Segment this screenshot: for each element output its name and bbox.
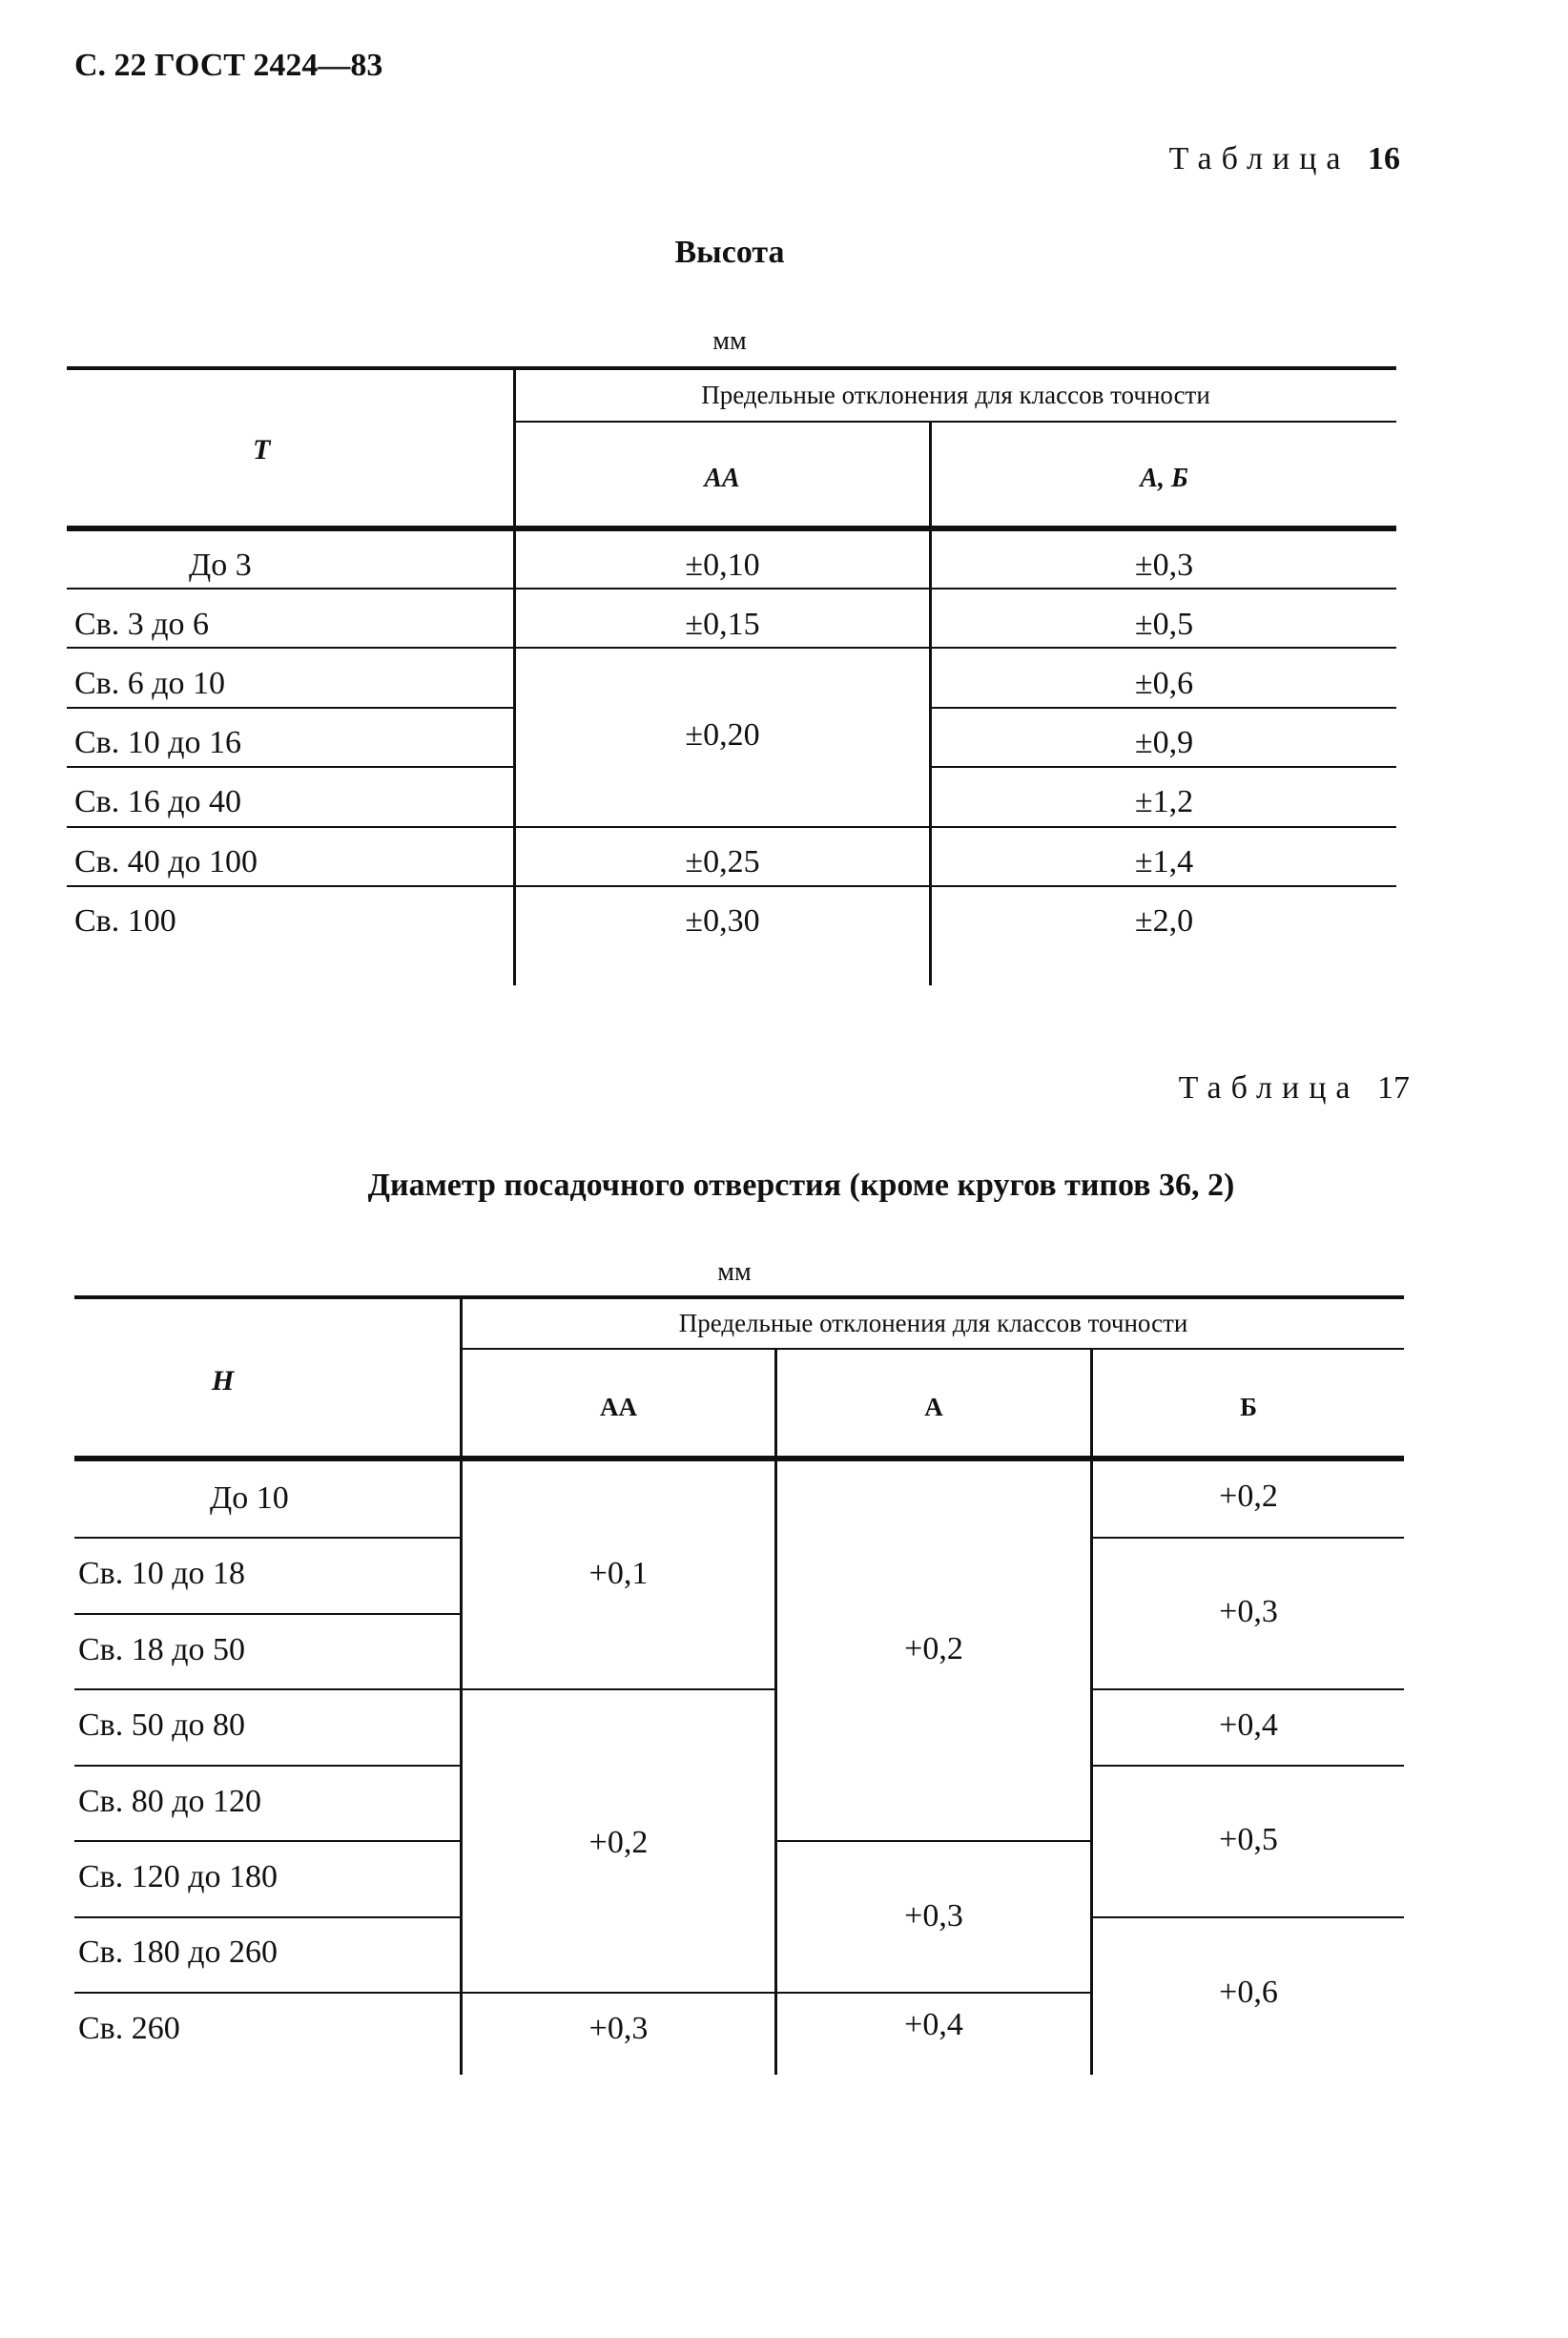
- table17-a-value: +0,3: [904, 1898, 963, 1934]
- table16-range: Св. 10 до 16: [74, 725, 242, 760]
- table17-range: Св. 120 до 180: [78, 1859, 279, 1894]
- table17-aa-value: +0,3: [588, 2011, 649, 2046]
- page-reference: С. 22 ГОСТ 2424—83: [74, 48, 383, 83]
- table16-label-word: Таблица: [1168, 141, 1351, 176]
- table17-range: Св. 50 до 80: [78, 1707, 246, 1743]
- table16-range: Св. 3 до 6: [74, 607, 210, 642]
- table17-b-value: +0,5: [1219, 1822, 1278, 1857]
- table17-aa-value: +0,2: [588, 1825, 649, 1860]
- table16-row-rule: [932, 707, 1396, 709]
- table16-row-rule: [67, 766, 513, 768]
- table17-range: Св. 260: [78, 2011, 180, 2046]
- table17-range: Св. 180 до 260: [78, 1935, 279, 1970]
- table17-b-rule: [1093, 1916, 1404, 1918]
- table17-header-rule: [74, 1456, 1404, 1461]
- table16-label-number: 16: [1368, 141, 1400, 176]
- table16-group-rule: [515, 421, 1396, 423]
- table16-ab-value: ±0,3: [1134, 548, 1194, 583]
- table16-ab-value: ±1,2: [1134, 784, 1194, 819]
- table16-group-header: Предельные отклонения для классов точности: [701, 381, 1210, 409]
- table17-range: До 10: [210, 1480, 289, 1516]
- table16-vline-2: [929, 421, 932, 985]
- table16-ab-value: ±0,6: [1134, 666, 1194, 701]
- table17-group-header: Предельные отклонения для классов точности: [678, 1309, 1188, 1337]
- table17-aa-rule: [463, 1992, 774, 1994]
- table16-vline-1: [513, 370, 516, 985]
- table17-col-param: H: [212, 1365, 235, 1397]
- table17-unit: мм: [717, 1257, 752, 1287]
- table16-top-rule: [67, 366, 1396, 370]
- table17-row-rule: [74, 1765, 460, 1767]
- table16-aa-value: ±0,15: [685, 607, 760, 642]
- table16-aa-value: ±0,25: [685, 844, 760, 879]
- table16-aa-value: ±0,10: [685, 548, 760, 583]
- table17-col-aa: АА: [600, 1393, 637, 1421]
- table17-row-rule: [74, 1688, 460, 1690]
- table17-a-value: +0,2: [904, 1631, 963, 1666]
- table16-range: До 3: [189, 548, 252, 583]
- table16-ab-value: ±0,9: [1134, 725, 1194, 760]
- table17-a-value: +0,4: [904, 2007, 963, 2042]
- table17-b-value: +0,2: [1219, 1479, 1278, 1514]
- table16-title: Высота: [674, 235, 785, 270]
- table16-ab-value: ±0,5: [1134, 607, 1194, 642]
- table17-row-rule: [74, 1916, 460, 1918]
- table17-b-value: +0,4: [1219, 1707, 1278, 1743]
- table17-label: [1179, 1070, 1410, 1107]
- table17-label-number: 17: [1377, 1070, 1410, 1106]
- table16-col-aa: АА: [704, 464, 740, 493]
- table17-row-rule: [74, 1992, 460, 1994]
- table17-range: Св. 18 до 50: [78, 1632, 246, 1667]
- table17-row-rule: [74, 1613, 460, 1615]
- table16-row-rule: [67, 826, 1396, 828]
- table16-col-ab: А, Б: [1140, 464, 1188, 493]
- table16-header-rule: [67, 526, 1396, 531]
- table17-b-value: +0,6: [1219, 1975, 1278, 2010]
- table16-range: Св. 40 до 100: [74, 844, 258, 879]
- table16-ab-value: ±2,0: [1134, 903, 1194, 939]
- table17-label-word: Таблица: [1178, 1070, 1360, 1106]
- table16-range: Св. 100: [74, 903, 176, 939]
- table17-col-b: Б: [1240, 1393, 1257, 1421]
- table17-a-rule: [777, 1840, 1090, 1842]
- table16-unit: мм: [712, 326, 747, 356]
- table17-title: Диаметр посадочного отверстия (кроме кругов типов 36, 2): [367, 1168, 1235, 1203]
- table17-vline-2: [774, 1348, 777, 2075]
- table17-b-value: +0,3: [1219, 1594, 1278, 1629]
- table17-a-rule: [777, 1992, 1090, 1994]
- table17-b-rule: [1093, 1537, 1404, 1539]
- table16-ab-value: ±1,4: [1134, 844, 1194, 879]
- table16-col-param: T: [253, 434, 271, 466]
- table16-aa-value: ±0,20: [685, 717, 760, 753]
- table16-row-rule: [67, 707, 513, 709]
- table17-row-rule: [74, 1537, 460, 1539]
- table16-row-rule: [67, 885, 1396, 887]
- table16-row-rule: [67, 647, 1396, 649]
- table17-b-rule: [1093, 1765, 1404, 1767]
- table17-col-a: А: [924, 1393, 943, 1421]
- table17-top-rule: [74, 1295, 1404, 1299]
- table17-group-rule: [463, 1348, 1404, 1350]
- table17-aa-value: +0,1: [588, 1556, 649, 1591]
- table17-range: Св. 80 до 120: [78, 1784, 262, 1819]
- table16-row-rule: [67, 588, 1396, 590]
- table16-range: Св. 16 до 40: [74, 784, 242, 819]
- table17-row-rule: [74, 1840, 460, 1842]
- table16-aa-value: ±0,30: [685, 903, 760, 939]
- table16-range: Св. 6 до 10: [74, 666, 226, 701]
- table16-label: [1169, 141, 1400, 177]
- table17-aa-rule: [463, 1688, 774, 1690]
- table17-range: Св. 10 до 18: [78, 1556, 246, 1591]
- table16-row-rule: [932, 766, 1396, 768]
- table17-b-rule: [1093, 1688, 1404, 1690]
